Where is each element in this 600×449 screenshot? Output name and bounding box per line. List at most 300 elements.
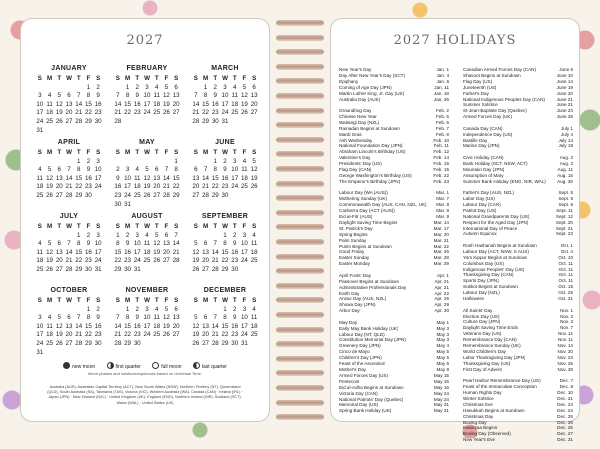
- holiday-date: Feb. 2: [435, 108, 449, 114]
- empty-day-cell: [201, 306, 211, 313]
- day-cell: 14: [114, 322, 122, 330]
- holiday-date: Sept. 20: [555, 219, 573, 225]
- holiday-date: Apr. 30: [434, 308, 449, 314]
- month-december: [191, 287, 259, 347]
- day-cell: 13: [192, 174, 200, 182]
- day-cell: 9: [223, 166, 227, 174]
- day-cell: 14: [162, 174, 170, 182]
- month-day-grid: [113, 297, 181, 347]
- weekday-header: M: [124, 297, 131, 304]
- first-quarter-icon: [107, 362, 114, 369]
- day-cell: 29: [221, 265, 229, 273]
- day-cell: 23: [84, 183, 92, 191]
- holiday-date: Nov. 11: [557, 337, 573, 343]
- day-cell: 28: [211, 339, 219, 347]
- day-cell: 27: [153, 191, 161, 199]
- weekday-header: T: [57, 75, 62, 82]
- weekday-header: F: [164, 149, 169, 156]
- holiday-date: May 16: [433, 378, 449, 384]
- day-cell: 21: [75, 109, 83, 117]
- day-cell: 1: [86, 305, 91, 313]
- day-cell: 10: [240, 314, 248, 322]
- weekday-header: W: [144, 75, 150, 82]
- day-cell: 9: [86, 240, 91, 248]
- day-cell: 22: [221, 331, 229, 339]
- holiday-name: National Patriots' Day (Quebec): [339, 396, 404, 402]
- spiral-binding: [276, 14, 324, 426]
- day-cell: 12: [162, 314, 170, 322]
- holiday-date: Sept. 6: [558, 196, 573, 201]
- weekday-header: T: [76, 75, 81, 82]
- day-cell: 20: [172, 322, 180, 330]
- day-cell: 25: [231, 109, 239, 117]
- weekday-header: S: [37, 149, 42, 156]
- holiday-date: Mar. 17: [433, 225, 449, 231]
- day-cell: 14: [65, 174, 73, 182]
- holiday-name: Father's Day: [463, 90, 489, 96]
- binding-ring: [276, 254, 324, 260]
- holiday-row: [463, 114, 573, 120]
- holiday-name: Juneteenth (US): [463, 84, 497, 90]
- holiday-name: Thanksgiving Day (CAN): [463, 272, 514, 278]
- holiday-name: Armed Forces Day (US): [339, 372, 389, 378]
- weekday-header: M: [202, 149, 209, 156]
- moon-legend: [21, 362, 269, 370]
- day-cell: 26: [46, 265, 53, 273]
- holiday-date: Mar. 20: [433, 231, 449, 237]
- day-cell: 4: [38, 240, 42, 248]
- day-cell: 16: [231, 322, 239, 330]
- holiday-date: Feb. 6: [435, 119, 449, 125]
- day-cell: 20: [55, 183, 63, 191]
- day-cell: 30: [231, 265, 239, 273]
- holiday-name: Australia Day (AUS): [339, 96, 381, 102]
- holiday-name: Boxing Day: [463, 419, 487, 425]
- day-cell: 8: [125, 314, 130, 322]
- day-cell: 2: [223, 157, 227, 165]
- empty-day-cell: [45, 232, 55, 239]
- day-cell: 14: [192, 100, 200, 108]
- holiday-name: Flag Day (US): [463, 78, 493, 84]
- holiday-date: June 20: [556, 90, 573, 96]
- calendar-title: 2027: [126, 33, 164, 48]
- binding-ring: [276, 297, 324, 303]
- empty-day-cell: [210, 232, 220, 239]
- empty-day-cell: [35, 232, 45, 239]
- holiday-name: Boxing Day (Observed): [463, 431, 511, 437]
- holiday-name: Remembrance Day (CAN): [463, 337, 517, 343]
- day-cell: 27: [65, 117, 73, 125]
- day-cell: 18: [250, 322, 258, 330]
- day-cell: 28: [75, 339, 83, 347]
- holiday-name: Greenery Day (JPN): [339, 343, 381, 349]
- moon-phase-note: Moon phases and solstices/equinoxes based on Universal Time.: [88, 371, 202, 376]
- day-cell: 4: [135, 166, 139, 174]
- holiday-name: Mothering Sunday (UK): [339, 196, 388, 202]
- day-cell: 27: [192, 191, 200, 199]
- weekday-header: W: [222, 149, 228, 156]
- day-cell: 23: [231, 331, 239, 339]
- holiday-date: Oct. 25: [558, 290, 573, 296]
- day-cell: 2: [232, 231, 237, 239]
- holiday-row: [463, 179, 573, 185]
- holiday-name: Yom Kippur Begins at Sundown: [463, 254, 528, 260]
- holiday-name: Commonwealth Day (AUS, CAN, NZL, UK): [339, 202, 427, 208]
- holiday-date: Aug. 15: [557, 172, 573, 178]
- day-cell: 1: [76, 157, 81, 165]
- day-cell: 11: [250, 240, 258, 248]
- holiday-date: Oct. 15: [558, 284, 573, 290]
- day-cell: 17: [94, 174, 102, 182]
- day-cell: 1: [223, 231, 227, 239]
- weekday-header: T: [135, 223, 140, 230]
- legend-first-quarter: first quarter: [107, 364, 141, 370]
- holiday-name: Mother's Day: [339, 366, 366, 372]
- empty-day-cell: [45, 84, 55, 91]
- holiday-date: Dec. 27: [557, 431, 573, 437]
- empty-day-cell: [113, 158, 123, 165]
- weekday-header: W: [222, 223, 228, 230]
- holiday-month-group: [463, 378, 573, 443]
- day-cell: 18: [231, 100, 239, 108]
- holiday-date: Sept. 11: [556, 207, 573, 213]
- holiday-date: Mar. 7: [436, 196, 449, 202]
- day-cell: 29: [172, 191, 180, 199]
- day-cell: 8: [125, 92, 130, 100]
- binding-ring: [276, 78, 324, 84]
- holiday-name: Armed Forces Day (UK): [463, 114, 513, 120]
- day-cell: 14: [202, 174, 209, 182]
- empty-day-cell: [142, 158, 152, 165]
- holiday-name: Independence Day (US): [463, 131, 513, 137]
- holiday-date: Oct. 11: [558, 278, 573, 284]
- day-cell: 30: [231, 339, 239, 347]
- holiday-date: Nov. 3: [560, 319, 573, 325]
- holiday-name: Administrative Professionals Day: [339, 284, 407, 290]
- weekday-header: T: [154, 75, 159, 82]
- weekday-header: S: [193, 297, 198, 304]
- day-cell: 30: [211, 117, 219, 125]
- day-cell: 7: [76, 314, 81, 322]
- day-cell: 14: [211, 322, 219, 330]
- day-cell: 24: [133, 257, 141, 265]
- binding-ring: [276, 385, 324, 391]
- holiday-name: Labour Day (CAN): [463, 201, 501, 207]
- day-cell: 16: [124, 248, 131, 256]
- holiday-name: Assumption of Mary: [463, 172, 504, 178]
- day-cell: 25: [250, 331, 258, 339]
- day-cell: 6: [154, 166, 159, 174]
- day-cell: 12: [240, 92, 248, 100]
- day-cell: 2: [96, 83, 100, 91]
- holiday-month-group: [463, 126, 573, 150]
- weekday-header: S: [37, 223, 42, 230]
- weekday-header: W: [144, 223, 150, 230]
- day-cell: 4: [47, 92, 52, 100]
- day-cell: 21: [192, 109, 200, 117]
- binding-ring: [276, 239, 324, 245]
- day-cell: 24: [36, 339, 44, 347]
- day-cell: 22: [84, 109, 92, 117]
- day-cell: 26: [153, 257, 161, 265]
- empty-day-cell: [191, 306, 201, 313]
- day-cell: 17: [231, 174, 239, 182]
- weekday-header: T: [232, 223, 237, 230]
- holiday-name: Mountain Day (JPN): [463, 166, 505, 172]
- month-name: JUNE: [215, 139, 235, 146]
- weekday-header: S: [252, 75, 257, 82]
- holiday-date: Oct. 11: [558, 260, 573, 266]
- day-cell: 3: [135, 231, 139, 239]
- month-day-grid: [191, 75, 259, 125]
- day-cell: 13: [65, 100, 73, 108]
- day-cell: 28: [172, 257, 180, 265]
- weekday-header: S: [115, 297, 120, 304]
- weekday-header: T: [154, 223, 159, 230]
- holiday-row: [339, 261, 449, 267]
- holiday-name: Arbor Day: [339, 308, 360, 314]
- day-cell: 25: [143, 257, 151, 265]
- holiday-name: All Saints' Day: [463, 307, 493, 313]
- day-cell: 1: [86, 83, 91, 91]
- day-cell: 30: [84, 265, 92, 273]
- day-cell: 23: [133, 109, 141, 117]
- day-cell: 14: [75, 100, 83, 108]
- day-cell: 4: [38, 166, 42, 174]
- weekday-header: S: [193, 149, 198, 156]
- day-cell: 5: [47, 166, 52, 174]
- holiday-date: Feb. 10: [433, 137, 449, 143]
- holiday-name: Indigenous Peoples' Day (US): [463, 266, 525, 272]
- holiday-name: Kwanzaa Begins: [463, 425, 498, 431]
- day-cell: 27: [202, 265, 209, 273]
- weekday-header: S: [96, 223, 101, 230]
- binding-ring: [276, 151, 324, 157]
- day-cell: 28: [114, 339, 122, 347]
- day-cell: 8: [86, 314, 91, 322]
- day-cell: 20: [162, 248, 170, 256]
- day-cell: 18: [240, 174, 248, 182]
- holiday-date: Nov. 28: [557, 366, 573, 372]
- weekday-header: S: [37, 75, 42, 82]
- day-cell: 6: [164, 231, 169, 239]
- day-cell: 13: [65, 322, 73, 330]
- holiday-name: Rosh Hashanah Begins at Sundown: [463, 242, 537, 248]
- holiday-date: May 31: [433, 402, 449, 408]
- holiday-date: May 16: [433, 384, 449, 390]
- holiday-date: Apr. 29: [434, 302, 449, 308]
- day-cell: 21: [162, 183, 170, 191]
- empty-day-cell: [191, 84, 201, 91]
- day-cell: 15: [84, 322, 92, 330]
- day-cell: 24: [94, 183, 102, 191]
- weekday-header: T: [76, 149, 81, 156]
- holiday-name: Civic Holiday (CAN): [463, 154, 504, 160]
- holiday-name: Cinco de Mayo: [339, 349, 370, 355]
- holiday-month-group: [339, 67, 449, 102]
- day-cell: 24: [240, 257, 248, 265]
- day-cell: 22: [114, 257, 122, 265]
- day-cell: 26: [162, 331, 170, 339]
- region-abbreviations-note: Australia (AUS): Australian Capital Territory (ACT), New South Wales (NSW), Northern Territory (NT), Queensland (QLD), South Australia (SA), Tasmania (TAS), Victoria (VIC), Western Australia (WA). Canada (CAN) · Ireland (IRL) · Japan (JPN) · New Zealand (NZL) · United Kingdom (UK): England (ENG), Northern Ireland (NIR), Scotland (SCT), Wales (WAL) · United States (US): [47, 385, 243, 405]
- holiday-month-group: [339, 273, 449, 314]
- holiday-date: May 1: [436, 319, 449, 325]
- day-cell: 9: [232, 314, 237, 322]
- day-cell: 2: [135, 305, 139, 313]
- day-cell: 26: [192, 265, 200, 273]
- day-cell: 26: [250, 183, 258, 191]
- month-day-grid: [35, 149, 103, 199]
- day-cell: 7: [116, 314, 120, 322]
- empty-day-cell: [35, 306, 45, 313]
- weekday-header: T: [76, 297, 81, 304]
- holiday-name: National Indigenous Peoples Day (CAN): [463, 96, 545, 102]
- day-cell: 13: [202, 322, 209, 330]
- day-cell: 12: [192, 248, 200, 256]
- day-cell: 7: [76, 92, 81, 100]
- weekday-header: S: [96, 297, 101, 304]
- holiday-date: Nov. 2: [560, 313, 573, 319]
- day-cell: 15: [172, 174, 180, 182]
- day-cell: 7: [194, 92, 198, 100]
- day-cell: 6: [67, 92, 71, 100]
- legend-last-quarter: last quarter: [193, 364, 227, 370]
- day-cell: 29: [202, 117, 209, 125]
- holiday-date: May 4: [436, 343, 449, 349]
- month-name: FEBRUARY: [126, 65, 168, 72]
- holiday-date: Dec. 31: [557, 437, 573, 443]
- holiday-name: Daylight Saving Time Ends: [463, 325, 518, 331]
- day-cell: 20: [250, 100, 258, 108]
- day-cell: 6: [203, 314, 208, 322]
- holiday-date: Jan. 1: [436, 67, 449, 72]
- day-cell: 19: [250, 174, 258, 182]
- holiday-name: Victoria Day (CAN): [339, 390, 378, 396]
- legend-new-moon: new moon: [63, 364, 95, 370]
- holiday-name: Canada Day (CAN): [463, 125, 503, 131]
- binding-ring: [276, 224, 324, 230]
- day-cell: 11: [231, 92, 238, 100]
- day-cell: 16: [133, 100, 141, 108]
- day-cell: 16: [84, 174, 92, 182]
- empty-day-cell: [210, 306, 220, 313]
- holiday-name: Eid al-Adha Begins at Sundown: [339, 384, 404, 390]
- holiday-row: [339, 308, 449, 314]
- day-cell: 18: [36, 257, 44, 265]
- day-cell: 28: [114, 117, 122, 125]
- month-name: AUGUST: [131, 213, 163, 220]
- new-moon-icon: [63, 362, 70, 369]
- month-day-grid: [113, 149, 181, 208]
- day-cell: 2: [116, 166, 120, 174]
- empty-day-cell: [113, 84, 123, 91]
- holiday-date: Jan. 6: [436, 78, 449, 84]
- day-cell: 19: [192, 331, 200, 339]
- empty-day-cell: [191, 158, 201, 165]
- holiday-name: Coming of Age Day (JPN): [339, 84, 392, 90]
- weekday-header: T: [213, 75, 218, 82]
- day-cell: 22: [124, 109, 131, 117]
- weekday-header: S: [174, 75, 179, 82]
- day-cell: 22: [211, 183, 219, 191]
- holiday-row: [339, 179, 449, 185]
- day-cell: 7: [164, 166, 169, 174]
- holiday-date: Mar. 29: [433, 261, 449, 267]
- empty-day-cell: [45, 306, 55, 313]
- holiday-date: Aug. 11: [557, 166, 573, 172]
- day-cell: 6: [252, 83, 256, 91]
- day-cell: 23: [133, 331, 141, 339]
- holidays-column-left: [339, 67, 449, 420]
- holiday-date: Dec. 24: [557, 407, 573, 413]
- holiday-name: Epiphany: [339, 78, 359, 84]
- day-cell: 31: [94, 265, 102, 273]
- day-cell: 23: [221, 183, 229, 191]
- month-name: OCTOBER: [50, 287, 88, 294]
- holiday-name: New Year's Day: [339, 67, 372, 72]
- day-cell: 15: [221, 248, 229, 256]
- day-cell: 1: [125, 305, 130, 313]
- day-cell: 13: [55, 248, 63, 256]
- day-cell: 31: [221, 117, 229, 125]
- holiday-row: [463, 437, 573, 443]
- weekday-header: S: [193, 75, 198, 82]
- holiday-date: Apr. 21: [434, 278, 449, 284]
- month-name: APRIL: [57, 139, 81, 146]
- holiday-name: Early May Bank Holiday (UK): [339, 325, 399, 331]
- day-cell: 5: [164, 83, 169, 91]
- holiday-name: Abraham Lincoln's Birthday (US): [339, 149, 406, 155]
- day-cell: 4: [47, 314, 52, 322]
- month-day-grid: [191, 297, 259, 347]
- day-cell: 27: [162, 257, 170, 265]
- weekday-header: M: [46, 75, 53, 82]
- day-cell: 10: [36, 322, 44, 330]
- holiday-date: Feb. 6: [435, 113, 449, 119]
- holiday-date: Nov. 7: [560, 325, 573, 331]
- weekday-header: W: [66, 75, 72, 82]
- holiday-name: Canadian Armed Forces Day (CAN): [463, 67, 537, 72]
- day-cell: 25: [36, 265, 44, 273]
- holiday-date: Feb. 23: [433, 178, 449, 184]
- empty-day-cell: [113, 306, 123, 313]
- holiday-date: Dec. 8: [559, 384, 573, 390]
- day-cell: 19: [55, 109, 63, 117]
- day-cell: 31: [36, 348, 44, 356]
- day-cell: 12: [162, 92, 170, 100]
- day-cell: 26: [55, 117, 63, 125]
- binding-ring: [276, 166, 324, 172]
- day-cell: 14: [211, 248, 219, 256]
- holiday-date: June 6: [559, 67, 573, 72]
- day-cell: 14: [75, 322, 83, 330]
- holidays-column-right: [463, 67, 573, 449]
- holiday-date: Dec. 26: [557, 419, 573, 425]
- day-cell: 17: [143, 322, 151, 330]
- month-day-grid: [35, 223, 103, 273]
- holiday-name: Father's Day (AUS, NZL): [463, 190, 514, 196]
- day-cell: 26: [240, 109, 248, 117]
- holiday-date: Feb. 14: [433, 155, 449, 161]
- holiday-date: Feb. 9: [435, 131, 449, 137]
- day-cell: 12: [55, 100, 63, 108]
- weekday-header: T: [213, 223, 218, 230]
- day-cell: 15: [84, 100, 92, 108]
- empty-day-cell: [54, 306, 64, 313]
- holiday-date: May 6: [436, 361, 449, 367]
- holiday-name: Showa Day (JPN): [339, 302, 376, 308]
- day-cell: 21: [211, 331, 219, 339]
